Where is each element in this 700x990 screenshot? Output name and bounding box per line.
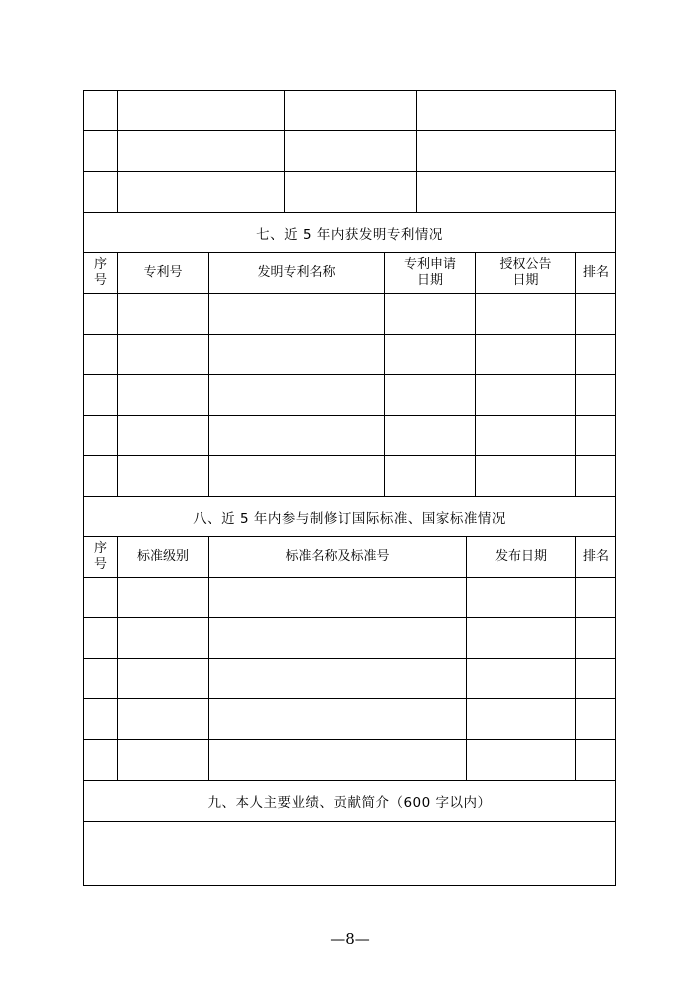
table-cell[interactable] [208,578,466,617]
table-row [84,659,615,699]
table-cell[interactable] [475,456,575,496]
table-cell[interactable] [208,456,384,496]
table-cell[interactable] [466,659,575,698]
section-9-title: 九、本人主要业绩、贡献简介（600 字以内） [207,795,492,811]
table-cell[interactable] [466,578,575,617]
table-row [84,335,615,375]
table-cell[interactable] [575,335,616,374]
section-8-header-row [84,537,615,578]
table-cell[interactable] [384,294,475,334]
table-cell[interactable] [84,578,117,617]
section-9-content-area[interactable] [84,822,615,885]
header-apply-date-line2: 日期 [416,273,443,288]
section-9-title-row [84,781,615,822]
table-cell[interactable] [575,618,616,658]
table-row [84,131,615,172]
section-7-title-row [84,213,615,253]
table-cell[interactable] [84,618,117,658]
table-cell[interactable] [475,335,575,374]
table-cell[interactable] [117,618,208,658]
table-cell[interactable] [284,172,416,212]
table-cell[interactable] [84,699,117,739]
table-cell[interactable] [416,131,616,171]
header-grant-date-line2: 日期 [512,273,539,288]
table-row [84,618,615,659]
header-seq-line1: 序 [93,541,107,556]
header-grant-date-line1: 授权公告 [499,257,552,272]
table-cell[interactable] [208,375,384,415]
header-seq [84,253,117,293]
table-cell[interactable] [575,416,616,455]
table-cell[interactable] [84,740,117,780]
table-cell[interactable] [384,335,475,374]
table-cell[interactable] [84,131,117,171]
section-8-title: 八、近 5 年内参与制修订国际标准、国家标准情况 [193,510,506,527]
table-cell[interactable] [466,699,575,739]
table-cell[interactable] [466,618,575,658]
table-cell[interactable] [84,456,117,496]
table-cell[interactable] [284,131,416,171]
table-cell[interactable] [84,335,117,374]
table-cell[interactable] [284,91,416,130]
table-cell[interactable] [84,294,117,334]
table-cell[interactable] [575,294,616,334]
table-cell[interactable] [416,91,616,130]
table-row [84,578,615,618]
table-cell[interactable] [117,335,208,374]
table-row [84,416,615,456]
table-cell[interactable] [575,375,616,415]
table-cell[interactable] [117,131,284,171]
header-seq-line2: 号 [93,557,107,572]
table-cell[interactable] [475,294,575,334]
table-cell[interactable] [575,659,616,698]
table-cell[interactable] [384,416,475,455]
table-row [84,699,615,740]
table-cell[interactable] [384,456,475,496]
table-cell[interactable] [84,375,117,415]
header-patent-no: 专利号 [117,253,208,293]
header-apply-date [384,253,475,293]
table-cell[interactable] [466,740,575,780]
header-patent-name: 发明专利名称 [208,253,384,293]
table-cell[interactable] [575,456,616,496]
header-grant-date [475,253,575,293]
table-cell[interactable] [117,91,284,130]
section-7-title: 七、近 5 年内获发明专利情况 [256,226,443,243]
form-table [83,90,616,886]
header-seq-line2: 号 [93,273,107,288]
table-cell[interactable] [208,699,466,739]
table-cell[interactable] [575,578,616,617]
table-cell[interactable] [117,375,208,415]
header-rank: 排名 [575,537,616,577]
table-row [84,740,615,781]
header-standard-level: 标准级别 [117,537,208,577]
table-cell[interactable] [117,456,208,496]
section-8-title-row [84,497,615,537]
table-cell[interactable] [117,416,208,455]
table-cell[interactable] [208,335,384,374]
table-cell[interactable] [475,375,575,415]
header-seq [84,537,117,577]
page-number: —8— [330,930,370,948]
table-cell[interactable] [208,294,384,334]
header-publish-date: 发布日期 [466,537,575,577]
table-cell[interactable] [84,172,117,212]
table-cell[interactable] [208,416,384,455]
table-cell[interactable] [117,578,208,617]
table-cell[interactable] [84,91,117,130]
table-cell[interactable] [575,699,616,739]
table-cell[interactable] [575,740,616,780]
table-cell[interactable] [208,618,466,658]
table-row [84,91,615,131]
table-cell[interactable] [117,294,208,334]
table-cell[interactable] [117,659,208,698]
table-row [84,456,615,497]
table-cell[interactable] [384,375,475,415]
header-apply-date-line1: 专利申请 [403,257,456,272]
table-cell[interactable] [208,659,466,698]
table-cell[interactable] [475,416,575,455]
header-rank: 排名 [575,253,616,293]
header-standard-name: 标准名称及标准号 [208,537,466,577]
table-cell[interactable] [208,740,466,780]
table-row [84,294,615,335]
table-cell[interactable] [117,740,208,780]
table-cell[interactable] [416,172,616,212]
table-cell[interactable] [117,699,208,739]
table-cell[interactable] [84,416,117,455]
header-seq-line1: 序 [93,257,107,272]
table-row [84,375,615,416]
section-7-header-row [84,253,615,294]
table-cell[interactable] [117,172,284,212]
table-cell[interactable] [84,659,117,698]
table-row [84,172,615,213]
